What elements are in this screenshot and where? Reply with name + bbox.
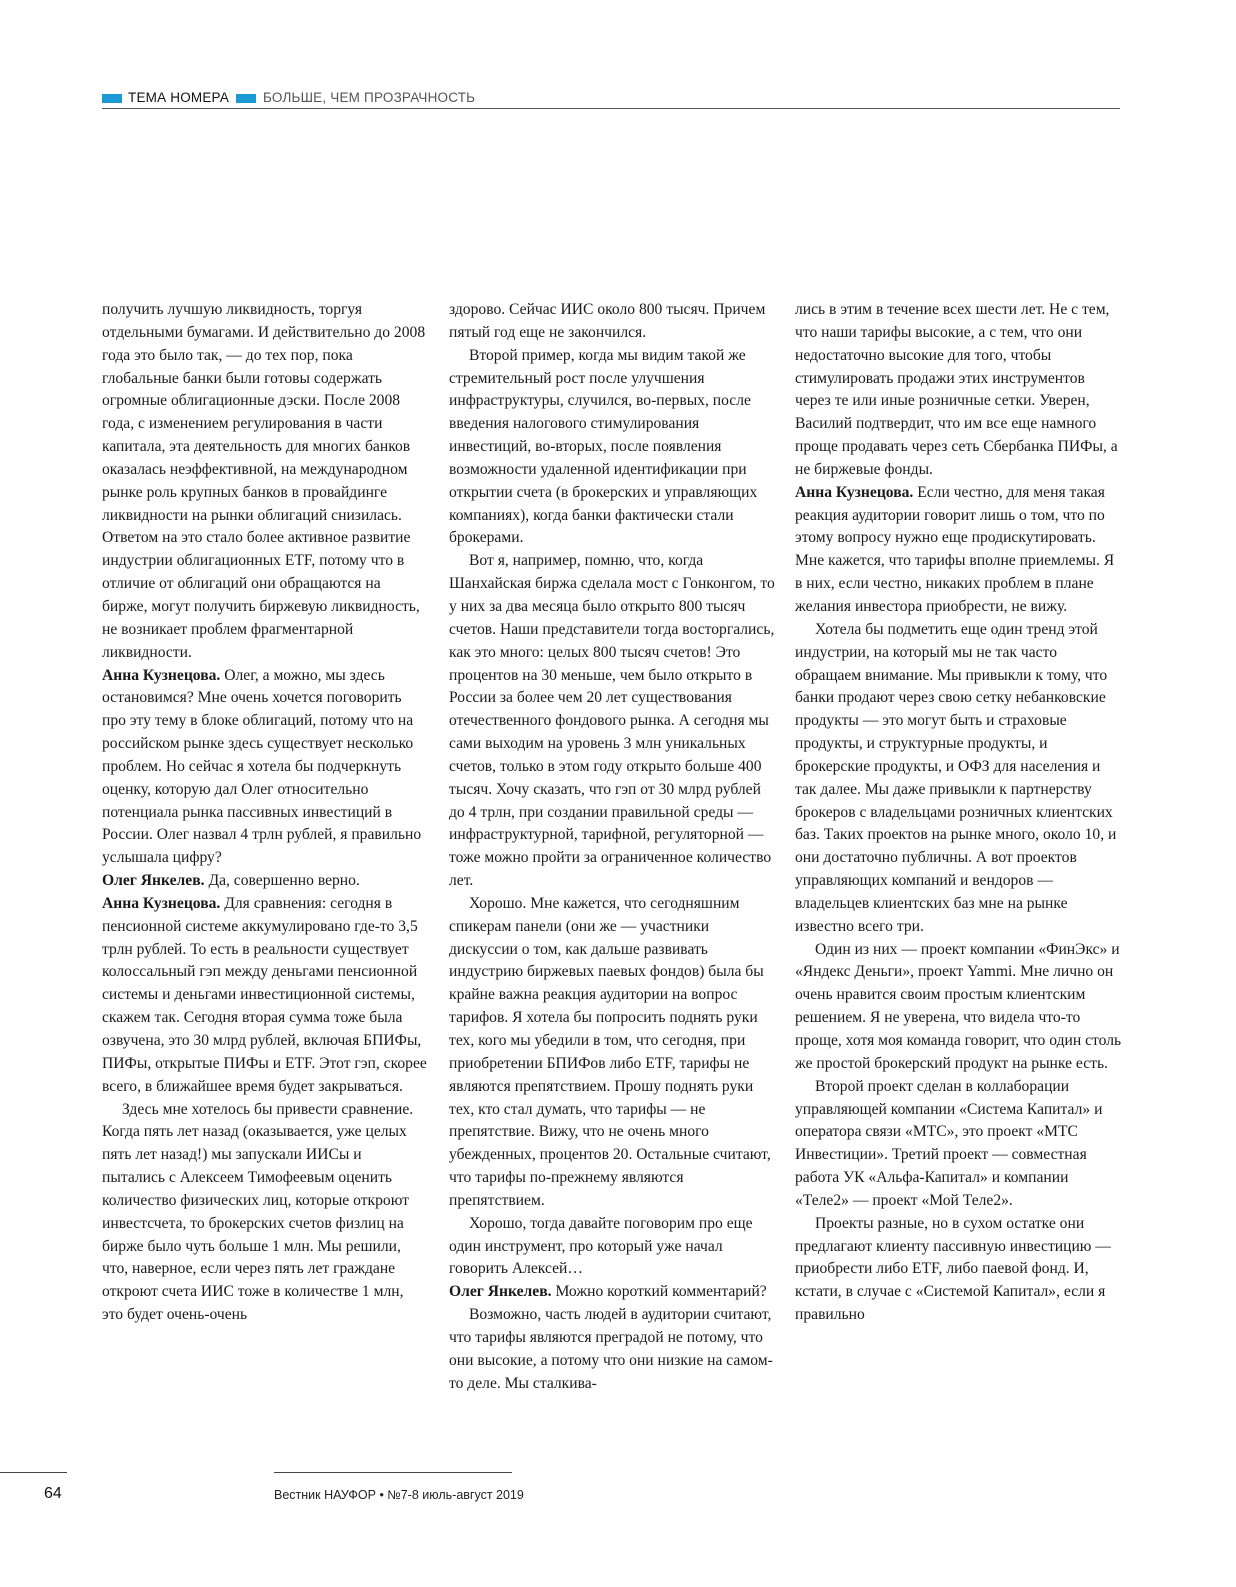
text-column-2 — [449, 299, 775, 1396]
paragraph-text: здорово. Сейчас ИИС около 800 тысяч. Причем пятый год еще не закончился. — [449, 301, 766, 341]
paragraph-text: Второй пример, когда мы видим такой же стремительный рост после улучшения инфраструктуры, случился, во-первых, после введения налогового стимулирования инвестиций, во-вторых, после появления возможности удаленной идентификации при открытии счета (в брокерских и управляющих компаниях), когда банки фактически стали брокерами. — [449, 346, 758, 547]
paragraph-text: Можно короткий комментарий? — [551, 1283, 767, 1301]
paragraph-text: Если честно, для меня такая реакция аудитории говорит лишь о том, что по этому вопросу нужно еще продискутировать. Мне кажется, что тарифы вполне приемлемы. Я в них, если честно, никаких проблем в плане желания инвестора приобрести, не вижу. — [795, 483, 1115, 615]
paragraph-text: Хорошо, тогда давайте поговорим про еще один инструмент, про который уже начал говорить Алексей… — [449, 1214, 753, 1278]
paragraph-text: Вот я, например, помню, что, когда Шанхайская биржа сделала мост с Гонконгом, то у них за два месяца было открыто 800 тысяч счетов. Наши представители тогда восторгались, как это много: целых 800 тысяч счетов! Это процентов на 30 меньше, чем было открыто в России за более чем 20 лет существования отечественного фондового рынка. А сегодня мы сами выходим на уровень 3 млн уникальных счетов, только в этом году открыто больше 400 тысяч. Хочу сказать, что гэп от 30 млрд рублей до 4 трлн, при создании правильной среды — инфраструктурной, тарифной, регуляторной — тоже можно пройти за ограниченное количество лет. — [449, 552, 775, 890]
speaker-paragraph — [102, 893, 428, 1099]
speaker-paragraph — [102, 870, 428, 893]
paragraph — [449, 550, 775, 893]
paragraph-text: Хотела бы подметить еще один тренд этой индустрии, на который мы не так часто обращаем внимание. Мы привыкли к тому, что банки продают через свою сетку небанковские продукты — это могут быть и страховые продукты, и структурные продукты, и брокерские продукты, и ОФЗ для населения и так далее. Мы даже привыкли к партнерству брокеров с владельцами розничных клиентских баз. Таких проектов на рынке много, около 10, и они достаточно публичны. А вот проектов управляющих компаний и вендоров — владельцев клиентских баз мне на рынке известно всего три. — [795, 620, 1117, 935]
page-number: 64 — [44, 1485, 62, 1502]
paragraph — [449, 1213, 775, 1282]
paragraph-text: Олег, а можно, мы здесь остановимся? Мне очень хочется поговорить про эту тему в блоке облигаций, потому что на российском рынке здесь существует несколько проблем. Но сейчас я хотела бы подчеркнуть оценку, которую дал Олег относительно потенциала рынка пассивных инвестиций в России. Олег назвал 4 трлн рублей, я правильно услышала цифру? — [102, 666, 422, 867]
paragraph — [102, 1099, 428, 1327]
paragraph — [795, 1076, 1123, 1213]
section-label: ТЕМА НОМЕРА — [128, 90, 230, 105]
paragraph — [449, 1304, 775, 1395]
paragraph — [449, 299, 775, 345]
running-header — [102, 90, 1120, 112]
speaker-name: Анна Кузнецова. — [795, 483, 914, 501]
text-column-3 — [795, 299, 1123, 1327]
paragraph — [795, 1213, 1123, 1327]
article-title: БОЛЬШЕ, ЧЕМ ПРОЗРАЧНОСТЬ — [263, 90, 476, 105]
paragraph-text: Возможно, часть людей в аудитории считают, что тарифы являются преградой не потому, что они высокие, а потому что они низкие на самом-то деле. Мы сталкива- — [449, 1306, 773, 1392]
header-rule — [102, 108, 1120, 109]
speaker-name: Олег Янкелев. — [102, 872, 205, 890]
paragraph — [795, 619, 1123, 939]
speaker-name: Анна Кузнецова. — [102, 666, 221, 684]
paragraph — [449, 893, 775, 1213]
subtitle-marker-icon — [236, 94, 256, 103]
paragraph — [102, 299, 428, 665]
paragraph — [795, 299, 1123, 482]
paragraph-text: Да, совершенно верно. — [204, 872, 360, 890]
paragraph-text: лись в этим в течение всех шести лет. Не с тем, что наши тарифы высокие, а с тем, что они недостаточно высокие для того, чтобы стимулировать продажи этих инструментов через те или иные розничные сетки. Уверен, Василий подтвердит, что им все еще намного проще продавать через сеть Сбербанка ПИФы, а не биржевые фонды. — [795, 301, 1118, 478]
paragraph-text: Один из них — проект компании «ФинЭкс» и «Яндекс Деньги», проект Yammi. Мне лично он очень нравится своим простым клиентским решением. Я не уверена, что видела что-то проще, хотя моя команда говорит, что один столь же простой брокерский продукт на рынке есть. — [795, 940, 1122, 1072]
speaker-name: Анна Кузнецова. — [102, 894, 221, 912]
section-marker-icon — [102, 94, 122, 103]
footer-rule-center — [274, 1472, 512, 1473]
paragraph-text: Здесь мне хотелось бы привести сравнение. Когда пять лет назад (оказывается, уже целых пять лет назад!) мы запускали ИИСы и пытались с Алексеем Тимофеевым оценить количество физических лиц, которые откроют инвестсчета, то брокерских счетов физлиц на бирже было чуть больше 1 млн. Мы решили, что, наверное, если через пять лет граждане откроют счета ИИС тоже в количестве 1 млн, это будет очень-очень — [102, 1100, 414, 1324]
speaker-paragraph — [795, 482, 1123, 619]
footer-rule-left — [0, 1472, 67, 1473]
publication-info: Вестник НАУФОР • №7-8 июль-август 2019 — [274, 1488, 524, 1502]
paragraph — [795, 939, 1123, 1076]
speaker-name: Олег Янкелев. — [449, 1283, 552, 1301]
paragraph-text: Проекты разные, но в сухом остатке они предлагают клиенту пассивную инвестицию — приобрести либо ETF, либо паевой фонд. И, кстати, в случае с «Системой Капитал», если я правильно — [795, 1214, 1111, 1324]
text-column-1 — [102, 299, 428, 1327]
speaker-paragraph — [449, 1281, 775, 1304]
paragraph — [449, 345, 775, 551]
speaker-paragraph — [102, 665, 428, 871]
paragraph-text: Хорошо. Мне кажется, что сегодняшним спикерам панели (они же — участники дискуссии о том, как дальше развивать индустрию биржевых паевых фондов) была бы крайне важна реакция аудитории на вопрос тарифов. Я хотела бы попросить поднять руки тех, кого мы убедили в том, что сегодня, при приобретении БПИФов либо ETF, тарифы не являются препятствием. Прошу поднять руки тех, кто стал думать, что тарифы — не препятствие. Вижу, что не очень много убежденных, процентов 20. Остальные считают, что тарифы по-прежнему являются препятствием. — [449, 894, 771, 1209]
paragraph-text: получить лучшую ликвидность, торгуя отдельными бумагами. И действительно до 2008 года это было так, — до тех пор, пока глобальные банки были готовы содержать огромные облигационные дэски. После 2008 года, с изменением регулирования в части капитала, эта деятельность для многих банков оказалась неэффективной, на международном рынке роль крупных банков в провайдинге ликвидности на рынки облигаций снизилась. Ответом на это стало более активное развитие индустрии облигационных ETF, потому что в отличие от облигаций они обращаются на бирже, могут получить биржевую ликвидность, не возникает проблем фрагментарной ликвидности. — [102, 301, 426, 661]
paragraph-text: Второй проект сделан в коллаборации управляющей компании «Система Капитал» и оператора связи «МТС», это проект «МТС Инвестиции». Третий проект — совместная работа УК «Альфа-Капитал» и компании «Теле2» — проект «Мой Теле2». — [795, 1077, 1103, 1209]
paragraph-text: Для сравнения: сегодня в пенсионной системе аккумулировано где-то 3,5 трлн рублей. То есть в реальности существует колоссальный гэп между деньгами пенсионной системы и деньгами инвестиционной системы, скажем так. Сегодня вторая сумма тоже была озвучена, это 30 млрд рублей, включая БПИФы, ПИФы, открытые ПИФы и ETF. Этот гэп, скорее всего, в ближайшее время будет закрываться. — [102, 894, 427, 1095]
